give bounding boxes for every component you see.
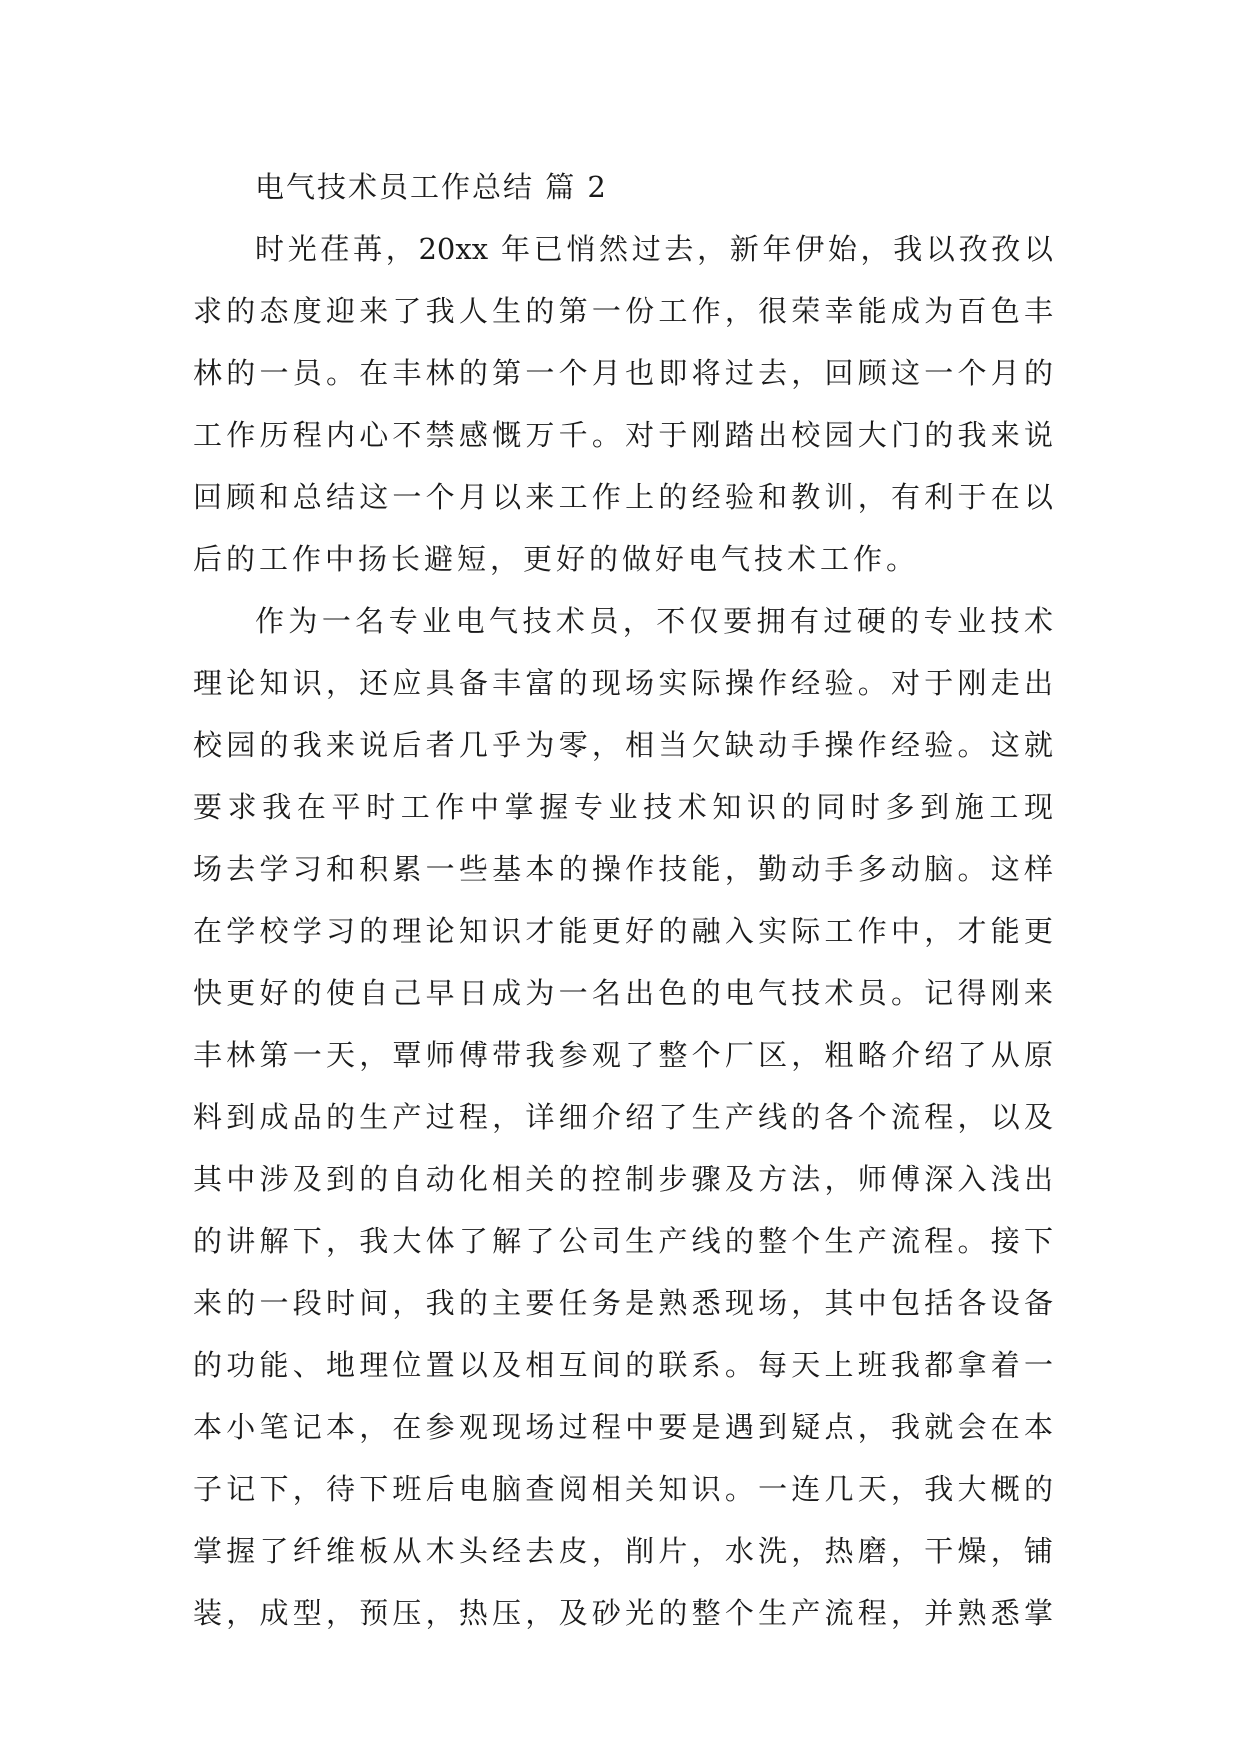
text-line: 作为一名专业电气技术员，不仅要拥有过硬的专业技术: [255, 604, 1053, 638]
text-line: 快更好的使自己早日成为一名出色的电气技术员。记得刚来: [193, 976, 1053, 1010]
text-line: 后的工作中扬长避短，更好的做好电气技术工作。: [193, 542, 920, 576]
text-line: 工作历程内心不禁感慨万千。对于刚踏出校园大门的我来说: [193, 418, 1053, 452]
text-line: 本小笔记本，在参观现场过程中要是遇到疑点，我就会在本: [193, 1410, 1053, 1444]
text-line: 林的一员。在丰林的第一个月也即将过去，回顾这一个月的: [193, 356, 1053, 390]
text-line: 时光荏苒，20xx 年已悄然过去，新年伊始，我以孜孜以: [255, 232, 1053, 266]
text-line: 来的一段时间，我的主要任务是熟悉现场，其中包括各设备: [193, 1286, 1053, 1320]
text-line: 校园的我来说后者几乎为零，相当欠缺动手操作经验。这就: [193, 728, 1053, 762]
document-body: [193, 156, 1053, 1644]
text-line: 丰林第一天，覃师傅带我参观了整个厂区，粗略介绍了从原: [193, 1038, 1053, 1072]
text-line: 理论知识，还应具备丰富的现场实际操作经验。对于刚走出: [193, 666, 1053, 700]
text-line: 料到成品的生产过程，详细介绍了生产线的各个流程，以及: [193, 1100, 1053, 1134]
text-line: 回顾和总结这一个月以来工作上的经验和教训，有利于在以: [193, 480, 1053, 514]
text-line: 求的态度迎来了我人生的第一份工作，很荣幸能成为百色丰: [193, 294, 1053, 328]
document-title: 电气技术员工作总结 篇 2: [255, 170, 608, 204]
text-line: 子记下，待下班后电脑查阅相关知识。一连几天，我大概的: [193, 1472, 1053, 1506]
text-line: 其中涉及到的自动化相关的控制步骤及方法，师傅深入浅出: [193, 1162, 1053, 1196]
text-line: 要求我在平时工作中掌握专业技术知识的同时多到施工现: [193, 790, 1053, 824]
paragraph-2: [193, 590, 1053, 1644]
text-line: 掌握了纤维板从木头经去皮，削片，水洗，热磨，干燥，铺: [193, 1534, 1053, 1568]
text-line: 的功能、地理位置以及相互间的联系。每天上班我都拿着一: [193, 1348, 1053, 1382]
text-line: 在学校学习的理论知识才能更好的融入实际工作中，才能更: [193, 914, 1053, 948]
text-line: 装，成型，预压，热压，及砂光的整个生产流程，并熟悉掌: [193, 1596, 1053, 1630]
paragraph-1: [193, 218, 1053, 590]
text-line: 场去学习和积累一些基本的操作技能，勤动手多动脑。这样: [193, 852, 1053, 886]
text-line: 的讲解下，我大体了解了公司生产线的整个生产流程。接下: [193, 1224, 1053, 1258]
